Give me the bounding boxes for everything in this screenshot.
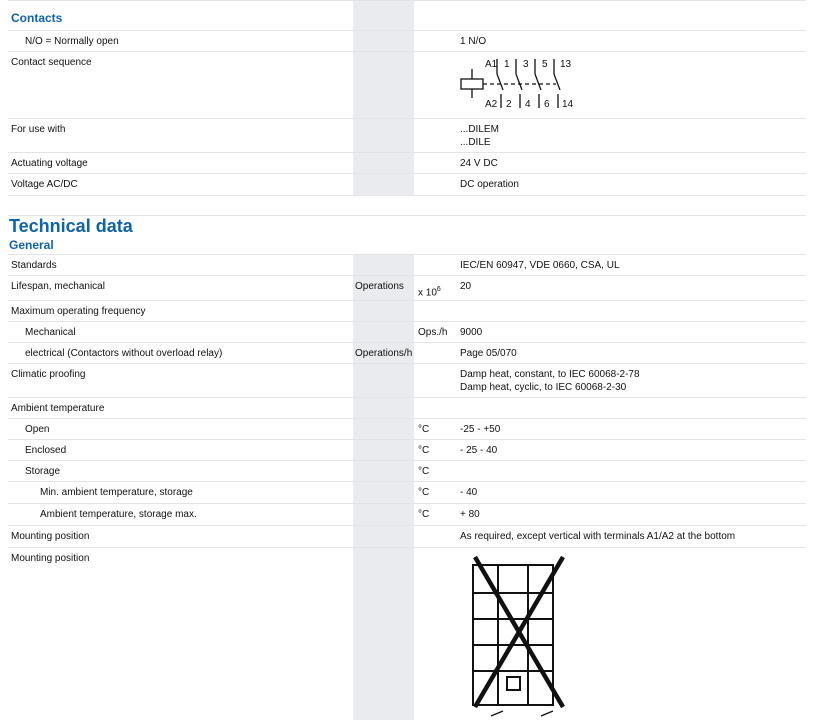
row-label: Standards xyxy=(11,260,57,271)
row-symbol: °C xyxy=(418,466,430,477)
row-label: Contact sequence xyxy=(11,57,92,68)
terminal-label: 4 xyxy=(525,99,531,110)
row-value: Damp heat, constant, to IEC 60068-2-78 xyxy=(460,369,640,380)
table-row xyxy=(8,525,806,547)
row-label: For use with xyxy=(11,124,66,135)
row-unit: Operations/h xyxy=(355,348,413,359)
terminal-label: A1 xyxy=(485,59,498,70)
row-label: N/O = Normally open xyxy=(25,36,119,47)
row-symbol: °C xyxy=(418,487,430,498)
contact-sequence-diagram xyxy=(460,56,580,118)
row-value: ...DILEM xyxy=(460,124,499,135)
row-label: electrical (Contactors without overload relay) xyxy=(25,348,223,359)
terminal-label: 14 xyxy=(562,99,574,110)
device-outline xyxy=(473,565,553,705)
table-row xyxy=(8,275,806,301)
table-row xyxy=(8,300,806,322)
row-value: 1 N/O xyxy=(460,36,487,47)
row-value: + 80 xyxy=(460,509,480,520)
row-label: Ambient temperature xyxy=(11,403,105,414)
terminal-label: 13 xyxy=(560,59,572,70)
row-label: Mechanical xyxy=(25,327,76,338)
row-label: Mounting position xyxy=(11,553,90,564)
technical-data-heading: Technical data xyxy=(9,216,133,236)
table-row xyxy=(8,503,806,525)
table-row xyxy=(8,547,806,728)
row-symbol: x $10^6$ xyxy=(418,286,441,299)
terminal-label: 5 xyxy=(542,59,548,70)
row-value: DC operation xyxy=(460,179,519,190)
mounting-position-diagram xyxy=(463,555,583,721)
row-label: Mounting position xyxy=(11,531,90,542)
table-row xyxy=(8,173,806,196)
row-value: - 40 xyxy=(460,487,478,498)
row-value: 20 xyxy=(460,281,472,292)
table-row xyxy=(8,321,806,343)
row-label: Ambient temperature, storage max. xyxy=(40,509,197,520)
row-value: -25 - +50 xyxy=(460,424,501,435)
row-value: 9000 xyxy=(460,327,483,338)
row-label: Storage xyxy=(25,466,61,477)
table-row xyxy=(8,363,806,398)
row-value: As required, except vertical with terminals A1/A2 at the bottom xyxy=(460,531,736,542)
row-label: Climatic proofing xyxy=(11,369,86,380)
row-unit: Operations xyxy=(355,281,404,292)
row-label: Min. ambient temperature, storage xyxy=(40,487,193,498)
contacts-heading: Contacts xyxy=(11,11,63,25)
table-row xyxy=(8,30,806,52)
table-row xyxy=(8,481,806,503)
contacts-heading-row xyxy=(8,0,806,31)
terminal-label: 1 xyxy=(504,59,510,70)
terminal-label: A2 xyxy=(485,99,498,110)
table-row xyxy=(8,397,806,419)
row-value: IEC/EN 60947, VDE 0660, CSA, UL xyxy=(460,260,620,271)
table-row xyxy=(8,51,806,119)
coil-symbol xyxy=(461,79,483,89)
row-symbol: Ops./h xyxy=(418,327,448,338)
terminal-label: 3 xyxy=(523,59,529,70)
table-row xyxy=(8,342,806,364)
row-value-2: ...DILE xyxy=(460,137,491,148)
row-label: Open xyxy=(25,424,50,435)
row-label: Maximum operating frequency xyxy=(11,306,146,317)
row-symbol: °C xyxy=(418,445,430,456)
row-label: Lifespan, mechanical xyxy=(11,281,105,292)
row-symbol: °C xyxy=(418,424,430,435)
row-value: Page 05/070 xyxy=(460,348,517,359)
row-symbol: °C xyxy=(418,509,430,520)
table-row xyxy=(8,460,806,482)
terminal-label: 2 xyxy=(506,99,512,110)
terminal-box xyxy=(507,677,520,690)
terminal-label: 6 xyxy=(544,99,550,110)
row-value-2: Damp heat, cyclic, to IEC 60068-2-30 xyxy=(460,382,627,393)
table-row xyxy=(8,254,806,276)
row-value: - 25 - 40 xyxy=(460,445,498,456)
row-label: Voltage AC/DC xyxy=(11,179,78,190)
table-row xyxy=(8,152,806,174)
row-label: Enclosed xyxy=(25,445,67,456)
table-row xyxy=(8,118,806,153)
table-row xyxy=(8,439,806,461)
row-label: Actuating voltage xyxy=(11,158,88,169)
row-value: 24 V DC xyxy=(460,158,498,169)
table-row xyxy=(8,418,806,440)
general-subheading: General xyxy=(9,238,54,252)
